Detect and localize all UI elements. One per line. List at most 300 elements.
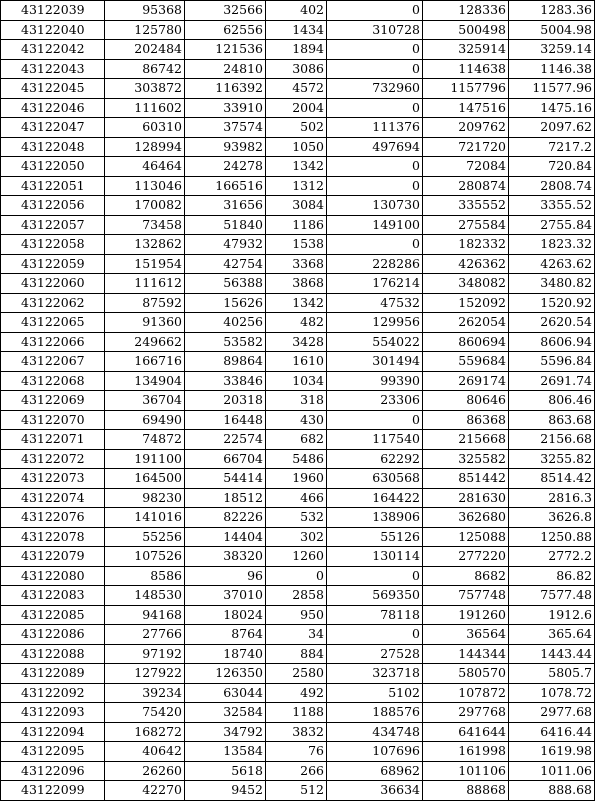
table-cell-value[interactable]: 95368 xyxy=(105,1,185,21)
table-cell-value[interactable]: 53582 xyxy=(185,332,266,352)
table-cell-value[interactable]: 0 xyxy=(327,176,423,196)
table-cell-value[interactable]: 0 xyxy=(327,40,423,60)
table-cell-id[interactable]: 43122059 xyxy=(1,254,105,274)
table-cell-value[interactable]: 168272 xyxy=(105,722,185,742)
table-cell-value[interactable]: 3480.82 xyxy=(509,274,595,294)
table-cell-value[interactable]: 170082 xyxy=(105,196,185,216)
table-cell-value[interactable]: 3084 xyxy=(266,196,327,216)
table-cell-value[interactable]: 32566 xyxy=(185,1,266,21)
table-cell-value[interactable]: 27766 xyxy=(105,625,185,645)
table-cell-value[interactable]: 1312 xyxy=(266,176,327,196)
table-cell-id[interactable]: 43122071 xyxy=(1,430,105,450)
table-cell-value[interactable]: 39234 xyxy=(105,683,185,703)
table-cell-id[interactable]: 43122089 xyxy=(1,664,105,684)
table-cell-id[interactable]: 43122099 xyxy=(1,781,105,801)
table-cell-value[interactable]: 1011.06 xyxy=(509,761,595,781)
table-cell-value[interactable]: 78118 xyxy=(327,605,423,625)
table-cell-value[interactable]: 37010 xyxy=(185,586,266,606)
table-cell-value[interactable]: 277220 xyxy=(423,547,509,567)
table-cell-value[interactable]: 116392 xyxy=(185,79,266,99)
table-cell-value[interactable]: 134904 xyxy=(105,371,185,391)
table-cell-value[interactable]: 129956 xyxy=(327,313,423,333)
table-cell-value[interactable]: 69490 xyxy=(105,410,185,430)
table-cell-value[interactable]: 721720 xyxy=(423,137,509,157)
table-cell-value[interactable]: 34792 xyxy=(185,722,266,742)
table-row xyxy=(1,469,595,489)
table-cell-value[interactable]: 275584 xyxy=(423,215,509,235)
table-cell-value[interactable]: 15626 xyxy=(185,293,266,313)
table-cell-value[interactable]: 269174 xyxy=(423,371,509,391)
table-cell-id[interactable]: 43122076 xyxy=(1,508,105,528)
table-cell-value[interactable]: 18024 xyxy=(185,605,266,625)
table-cell-value[interactable]: 63044 xyxy=(185,683,266,703)
table-cell-value[interactable]: 2156.68 xyxy=(509,430,595,450)
table-cell-value[interactable]: 96 xyxy=(185,566,266,586)
table-cell-value[interactable]: 33846 xyxy=(185,371,266,391)
table-cell-value[interactable]: 18512 xyxy=(185,488,266,508)
table-cell-value[interactable]: 93982 xyxy=(185,137,266,157)
table-cell-value[interactable]: 127922 xyxy=(105,664,185,684)
table-cell-value[interactable]: 132862 xyxy=(105,235,185,255)
table-cell-value[interactable]: 24810 xyxy=(185,59,266,79)
table-cell-id[interactable]: 43122062 xyxy=(1,293,105,313)
table-cell-value[interactable]: 301494 xyxy=(327,352,423,372)
table-cell-value[interactable]: 164422 xyxy=(327,488,423,508)
table-cell-value[interactable]: 130114 xyxy=(327,547,423,567)
table-cell-value[interactable]: 1146.38 xyxy=(509,59,595,79)
table-cell-id[interactable]: 43122040 xyxy=(1,20,105,40)
table-cell-value[interactable]: 125780 xyxy=(105,20,185,40)
table-cell-value[interactable]: 20318 xyxy=(185,391,266,411)
table-cell-value[interactable]: 46464 xyxy=(105,157,185,177)
table-cell-value[interactable]: 3368 xyxy=(266,254,327,274)
table-cell-value[interactable]: 500498 xyxy=(423,20,509,40)
table-cell-value[interactable]: 335552 xyxy=(423,196,509,216)
table-cell-value[interactable]: 0 xyxy=(266,566,327,586)
table-cell-value[interactable]: 512 xyxy=(266,781,327,801)
table-cell-id[interactable]: 43122093 xyxy=(1,703,105,723)
table-cell-value[interactable]: 3259.14 xyxy=(509,40,595,60)
table-cell-value[interactable]: 2858 xyxy=(266,586,327,606)
table-cell-value[interactable]: 34 xyxy=(266,625,327,645)
table-cell-value[interactable]: 107526 xyxy=(105,547,185,567)
table-cell-value[interactable]: 7577.48 xyxy=(509,586,595,606)
table-cell-value[interactable]: 89864 xyxy=(185,352,266,372)
table-cell-value[interactable]: 325582 xyxy=(423,449,509,469)
table-cell-value[interactable]: 188576 xyxy=(327,703,423,723)
table-cell-value[interactable]: 2580 xyxy=(266,664,327,684)
table-cell-value[interactable]: 149100 xyxy=(327,215,423,235)
table-cell-value[interactable]: 5596.84 xyxy=(509,352,595,372)
table-cell-value[interactable]: 86.82 xyxy=(509,566,595,586)
table-cell-id[interactable]: 43122048 xyxy=(1,137,105,157)
table-cell-value[interactable]: 113046 xyxy=(105,176,185,196)
table-cell-value[interactable]: 1186 xyxy=(266,215,327,235)
table-cell-value[interactable]: 87592 xyxy=(105,293,185,313)
table-cell-id[interactable]: 43122043 xyxy=(1,59,105,79)
table-cell-value[interactable]: 148530 xyxy=(105,586,185,606)
table-cell-value[interactable]: 31656 xyxy=(185,196,266,216)
table-cell-value[interactable]: 16448 xyxy=(185,410,266,430)
table-cell-id[interactable]: 43122042 xyxy=(1,40,105,60)
table-cell-value[interactable]: 1443.44 xyxy=(509,644,595,664)
table-cell-value[interactable]: 27528 xyxy=(327,644,423,664)
table-cell-value[interactable]: 8586 xyxy=(105,566,185,586)
table-row xyxy=(1,235,595,255)
table-cell-value[interactable]: 8682 xyxy=(423,566,509,586)
table-cell-value[interactable]: 2755.84 xyxy=(509,215,595,235)
table-cell-value[interactable]: 641644 xyxy=(423,722,509,742)
table-cell-value[interactable]: 191100 xyxy=(105,449,185,469)
table-cell-value[interactable]: 62292 xyxy=(327,449,423,469)
table-cell-id[interactable]: 43122051 xyxy=(1,176,105,196)
table-cell-value[interactable]: 950 xyxy=(266,605,327,625)
table-cell-value[interactable]: 8764 xyxy=(185,625,266,645)
table-row xyxy=(1,40,595,60)
table-cell-id[interactable]: 43122083 xyxy=(1,586,105,606)
table-cell-value[interactable]: 0 xyxy=(327,410,423,430)
table-cell-value[interactable]: 6416.44 xyxy=(509,722,595,742)
table-cell-value[interactable]: 1260 xyxy=(266,547,327,567)
table-cell-value[interactable]: 1520.92 xyxy=(509,293,595,313)
table-cell-value[interactable]: 99390 xyxy=(327,371,423,391)
table-cell-value[interactable]: 2808.74 xyxy=(509,176,595,196)
table-cell-value[interactable]: 502 xyxy=(266,118,327,138)
table-cell-id[interactable]: 43122070 xyxy=(1,410,105,430)
table-cell-value[interactable]: 0 xyxy=(327,98,423,118)
table-cell-value[interactable]: 365.64 xyxy=(509,625,595,645)
table-cell-value[interactable]: 888.68 xyxy=(509,781,595,801)
table-cell-value[interactable]: 3086 xyxy=(266,59,327,79)
table-row xyxy=(1,157,595,177)
table-cell-value[interactable]: 2977.68 xyxy=(509,703,595,723)
table-cell-value[interactable]: 40642 xyxy=(105,742,185,762)
table-cell-value[interactable]: 310728 xyxy=(327,20,423,40)
table-cell-value[interactable]: 202484 xyxy=(105,40,185,60)
table-cell-id[interactable]: 43122045 xyxy=(1,79,105,99)
table-cell-value[interactable]: 1610 xyxy=(266,352,327,372)
table-cell-value[interactable]: 362680 xyxy=(423,508,509,528)
table-row xyxy=(1,508,595,528)
table-cell-value[interactable]: 3428 xyxy=(266,332,327,352)
table-cell-value[interactable]: 86742 xyxy=(105,59,185,79)
table-cell-value[interactable]: 482 xyxy=(266,313,327,333)
table-cell-value[interactable]: 42270 xyxy=(105,781,185,801)
table-cell-value[interactable]: 36564 xyxy=(423,625,509,645)
table-cell-value[interactable]: 107696 xyxy=(327,742,423,762)
table-row xyxy=(1,20,595,40)
table-cell-id[interactable]: 43122056 xyxy=(1,196,105,216)
table-cell-value[interactable]: 1538 xyxy=(266,235,327,255)
table-cell-value[interactable]: 280874 xyxy=(423,176,509,196)
table-cell-value[interactable]: 23306 xyxy=(327,391,423,411)
table-cell-value[interactable]: 1912.6 xyxy=(509,605,595,625)
table-cell-value[interactable]: 3868 xyxy=(266,274,327,294)
table-row xyxy=(1,683,595,703)
table-cell-value[interactable]: 147516 xyxy=(423,98,509,118)
table-cell-value[interactable]: 209762 xyxy=(423,118,509,138)
table-cell-id[interactable]: 43122085 xyxy=(1,605,105,625)
table-cell-id[interactable]: 43122065 xyxy=(1,313,105,333)
table-cell-value[interactable]: 1434 xyxy=(266,20,327,40)
table-cell-value[interactable]: 860694 xyxy=(423,332,509,352)
table-cell-value[interactable]: 466 xyxy=(266,488,327,508)
table-cell-value[interactable]: 2097.62 xyxy=(509,118,595,138)
table-row xyxy=(1,332,595,352)
table-cell-value[interactable]: 32584 xyxy=(185,703,266,723)
table-cell-value[interactable]: 128994 xyxy=(105,137,185,157)
table-cell-value[interactable]: 297768 xyxy=(423,703,509,723)
table-cell-value[interactable]: 114638 xyxy=(423,59,509,79)
table-cell-value[interactable]: 8606.94 xyxy=(509,332,595,352)
table-cell-value[interactable]: 1619.98 xyxy=(509,742,595,762)
table-cell-value[interactable]: 2691.74 xyxy=(509,371,595,391)
table-cell-value[interactable]: 11577.96 xyxy=(509,79,595,99)
table-cell-value[interactable]: 2620.54 xyxy=(509,313,595,333)
table-cell-value[interactable]: 2816.3 xyxy=(509,488,595,508)
table-cell-value[interactable]: 1034 xyxy=(266,371,327,391)
table-cell-value[interactable]: 884 xyxy=(266,644,327,664)
table-cell-value[interactable]: 5805.7 xyxy=(509,664,595,684)
table-cell-id[interactable]: 43122080 xyxy=(1,566,105,586)
table-cell-value[interactable]: 5486 xyxy=(266,449,327,469)
table-row xyxy=(1,722,595,742)
table-cell-value[interactable]: 0 xyxy=(327,625,423,645)
table-cell-value[interactable]: 24278 xyxy=(185,157,266,177)
table-cell-value[interactable]: 3626.8 xyxy=(509,508,595,528)
table-cell-value[interactable]: 111376 xyxy=(327,118,423,138)
table-cell-value[interactable]: 37574 xyxy=(185,118,266,138)
table-cell-value[interactable]: 82226 xyxy=(185,508,266,528)
table-cell-value[interactable]: 2772.2 xyxy=(509,547,595,567)
table-cell-value[interactable]: 4572 xyxy=(266,79,327,99)
table-cell-id[interactable]: 43122050 xyxy=(1,157,105,177)
table-cell-id[interactable]: 43122072 xyxy=(1,449,105,469)
table-cell-value[interactable]: 249662 xyxy=(105,332,185,352)
table-cell-value[interactable]: 74872 xyxy=(105,430,185,450)
table-cell-value[interactable]: 151954 xyxy=(105,254,185,274)
table-cell-value[interactable]: 91360 xyxy=(105,313,185,333)
table-cell-value[interactable]: 73458 xyxy=(105,215,185,235)
table-cell-value[interactable]: 80646 xyxy=(423,391,509,411)
table-cell-value[interactable]: 5618 xyxy=(185,761,266,781)
table-cell-value[interactable]: 88868 xyxy=(423,781,509,801)
table-cell-value[interactable]: 554022 xyxy=(327,332,423,352)
table-cell-value[interactable]: 117540 xyxy=(327,430,423,450)
table-cell-id[interactable]: 43122092 xyxy=(1,683,105,703)
table-cell-value[interactable]: 1157796 xyxy=(423,79,509,99)
table-cell-id[interactable]: 43122068 xyxy=(1,371,105,391)
table-cell-id[interactable]: 43122096 xyxy=(1,761,105,781)
table-cell-value[interactable]: 47932 xyxy=(185,235,266,255)
table-cell-value[interactable]: 1342 xyxy=(266,293,327,313)
table-cell-value[interactable]: 1250.88 xyxy=(509,527,595,547)
table-cell-value[interactable]: 101106 xyxy=(423,761,509,781)
table-cell-value[interactable]: 144344 xyxy=(423,644,509,664)
table-cell-value[interactable]: 75420 xyxy=(105,703,185,723)
table-cell-value[interactable]: 176214 xyxy=(327,274,423,294)
table-cell-value[interactable]: 166516 xyxy=(185,176,266,196)
table-cell-value[interactable]: 107872 xyxy=(423,683,509,703)
table-cell-value[interactable]: 1283.36 xyxy=(509,1,595,21)
table-cell-value[interactable]: 1894 xyxy=(266,40,327,60)
table-cell-value[interactable]: 3255.82 xyxy=(509,449,595,469)
table-cell-value[interactable]: 36704 xyxy=(105,391,185,411)
table-cell-value[interactable]: 0 xyxy=(327,235,423,255)
table-cell-value[interactable]: 66704 xyxy=(185,449,266,469)
table-cell-value[interactable]: 1342 xyxy=(266,157,327,177)
table-cell-value[interactable]: 228286 xyxy=(327,254,423,274)
table-cell-value[interactable]: 4263.62 xyxy=(509,254,595,274)
table-cell-value[interactable]: 0 xyxy=(327,1,423,21)
table-cell-value[interactable]: 266 xyxy=(266,761,327,781)
table-cell-value[interactable]: 36634 xyxy=(327,781,423,801)
table-cell-value[interactable]: 130730 xyxy=(327,196,423,216)
table-cell-value[interactable]: 262054 xyxy=(423,313,509,333)
table-row xyxy=(1,781,595,801)
table-cell-value[interactable]: 51840 xyxy=(185,215,266,235)
table-cell-value[interactable]: 497694 xyxy=(327,137,423,157)
table-cell-value[interactable]: 3355.52 xyxy=(509,196,595,216)
table-cell-value[interactable]: 426362 xyxy=(423,254,509,274)
table-cell-value[interactable]: 732960 xyxy=(327,79,423,99)
table-cell-value[interactable]: 22574 xyxy=(185,430,266,450)
table-cell-value[interactable]: 7217.2 xyxy=(509,137,595,157)
table-cell-id[interactable]: 43122078 xyxy=(1,527,105,547)
table-cell-value[interactable]: 164500 xyxy=(105,469,185,489)
table-cell-value[interactable]: 141016 xyxy=(105,508,185,528)
table-cell-value[interactable]: 0 xyxy=(327,157,423,177)
table-cell-value[interactable]: 54414 xyxy=(185,469,266,489)
table-cell-value[interactable]: 630568 xyxy=(327,469,423,489)
table-cell-value[interactable]: 281630 xyxy=(423,488,509,508)
table-cell-value[interactable]: 1188 xyxy=(266,703,327,723)
table-cell-id[interactable]: 43122088 xyxy=(1,644,105,664)
table-cell-value[interactable]: 161998 xyxy=(423,742,509,762)
table-cell-value[interactable]: 166716 xyxy=(105,352,185,372)
table-cell-value[interactable]: 5004.98 xyxy=(509,20,595,40)
table-cell-value[interactable]: 1050 xyxy=(266,137,327,157)
table-cell-value[interactable]: 111612 xyxy=(105,274,185,294)
table-cell-value[interactable]: 3832 xyxy=(266,722,327,742)
table-cell-value[interactable]: 863.68 xyxy=(509,410,595,430)
table-cell-id[interactable]: 43122066 xyxy=(1,332,105,352)
table-cell-value[interactable]: 191260 xyxy=(423,605,509,625)
table-cell-value[interactable]: 434748 xyxy=(327,722,423,742)
table-cell-value[interactable]: 56388 xyxy=(185,274,266,294)
table-cell-id[interactable]: 43122094 xyxy=(1,722,105,742)
table-cell-id[interactable]: 43122067 xyxy=(1,352,105,372)
table-cell-id[interactable]: 43122069 xyxy=(1,391,105,411)
table-cell-value[interactable]: 72084 xyxy=(423,157,509,177)
table-cell-id[interactable]: 43122060 xyxy=(1,274,105,294)
table-cell-value[interactable]: 1960 xyxy=(266,469,327,489)
table-cell-value[interactable]: 97192 xyxy=(105,644,185,664)
table-row xyxy=(1,137,595,157)
table-cell-value[interactable]: 580570 xyxy=(423,664,509,684)
table-cell-value[interactable]: 182332 xyxy=(423,235,509,255)
table-cell-value[interactable]: 98230 xyxy=(105,488,185,508)
table-cell-value[interactable]: 806.46 xyxy=(509,391,595,411)
table-cell-value[interactable]: 682 xyxy=(266,430,327,450)
table-cell-value[interactable]: 303872 xyxy=(105,79,185,99)
table-cell-id[interactable]: 43122079 xyxy=(1,547,105,567)
table-cell-value[interactable]: 492 xyxy=(266,683,327,703)
table-cell-id[interactable]: 43122046 xyxy=(1,98,105,118)
table-cell-value[interactable]: 8514.42 xyxy=(509,469,595,489)
table-row xyxy=(1,430,595,450)
table-cell-value[interactable]: 851442 xyxy=(423,469,509,489)
table-cell-value[interactable]: 569350 xyxy=(327,586,423,606)
table-cell-id[interactable]: 43122039 xyxy=(1,1,105,21)
table-cell-value[interactable]: 138906 xyxy=(327,508,423,528)
table-cell-id[interactable]: 43122095 xyxy=(1,742,105,762)
table-cell-value[interactable]: 60310 xyxy=(105,118,185,138)
table-cell-id[interactable]: 43122074 xyxy=(1,488,105,508)
table-cell-value[interactable]: 62556 xyxy=(185,20,266,40)
table-cell-value[interactable]: 86368 xyxy=(423,410,509,430)
table-cell-value[interactable]: 532 xyxy=(266,508,327,528)
table-cell-id[interactable]: 43122073 xyxy=(1,469,105,489)
table-cell-value[interactable]: 215668 xyxy=(423,430,509,450)
table-cell-value[interactable]: 325914 xyxy=(423,40,509,60)
table-cell-value[interactable]: 42754 xyxy=(185,254,266,274)
table-cell-id[interactable]: 43122086 xyxy=(1,625,105,645)
table-cell-value[interactable]: 121536 xyxy=(185,40,266,60)
table-cell-value[interactable]: 323718 xyxy=(327,664,423,684)
table-cell-value[interactable]: 302 xyxy=(266,527,327,547)
table-cell-value[interactable]: 0 xyxy=(327,59,423,79)
table-cell-value[interactable]: 26260 xyxy=(105,761,185,781)
table-cell-value[interactable]: 430 xyxy=(266,410,327,430)
table-cell-value[interactable]: 559684 xyxy=(423,352,509,372)
table-cell-value[interactable]: 111602 xyxy=(105,98,185,118)
table-cell-value[interactable]: 40256 xyxy=(185,313,266,333)
table-cell-value[interactable]: 1823.32 xyxy=(509,235,595,255)
table-cell-value[interactable]: 9452 xyxy=(185,781,266,801)
table-cell-value[interactable]: 5102 xyxy=(327,683,423,703)
table-cell-value[interactable]: 152092 xyxy=(423,293,509,313)
table-cell-value[interactable]: 720.84 xyxy=(509,157,595,177)
table-cell-value[interactable]: 402 xyxy=(266,1,327,21)
table-cell-value[interactable]: 38320 xyxy=(185,547,266,567)
table-row xyxy=(1,742,595,762)
table-cell-value[interactable]: 128336 xyxy=(423,1,509,21)
table-cell-value[interactable]: 76 xyxy=(266,742,327,762)
table-cell-value[interactable]: 1078.72 xyxy=(509,683,595,703)
table-cell-value[interactable]: 33910 xyxy=(185,98,266,118)
table-cell-value[interactable]: 348082 xyxy=(423,274,509,294)
table-cell-id[interactable]: 43122047 xyxy=(1,118,105,138)
table-cell-value[interactable]: 18740 xyxy=(185,644,266,664)
table-cell-value[interactable]: 55256 xyxy=(105,527,185,547)
table-cell-id[interactable]: 43122058 xyxy=(1,235,105,255)
table-cell-value[interactable]: 55126 xyxy=(327,527,423,547)
table-cell-value[interactable]: 13584 xyxy=(185,742,266,762)
table-cell-value[interactable]: 318 xyxy=(266,391,327,411)
table-cell-value[interactable]: 47532 xyxy=(327,293,423,313)
table-cell-value[interactable]: 94168 xyxy=(105,605,185,625)
table-cell-value[interactable]: 68962 xyxy=(327,761,423,781)
table-cell-value[interactable]: 2004 xyxy=(266,98,327,118)
table-cell-value[interactable]: 126350 xyxy=(185,664,266,684)
table-cell-value[interactable]: 757748 xyxy=(423,586,509,606)
table-cell-value[interactable]: 0 xyxy=(327,566,423,586)
table-cell-id[interactable]: 43122057 xyxy=(1,215,105,235)
table-cell-value[interactable]: 1475.16 xyxy=(509,98,595,118)
table-cell-value[interactable]: 14404 xyxy=(185,527,266,547)
table-cell-value[interactable]: 125088 xyxy=(423,527,509,547)
